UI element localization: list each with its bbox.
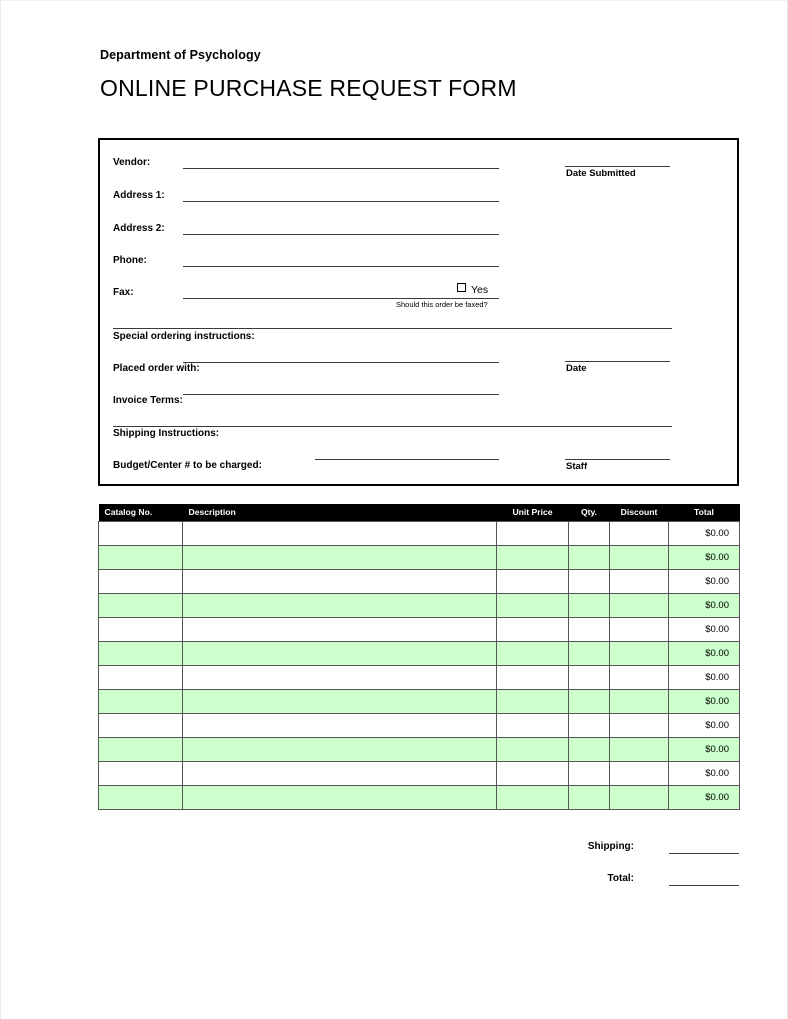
cell-qty[interactable] (569, 786, 610, 810)
cell-catalog[interactable] (99, 786, 183, 810)
cell-catalog[interactable] (99, 594, 183, 618)
input-address-1[interactable] (183, 201, 499, 202)
table-row (99, 570, 740, 594)
input-shipping-amount[interactable] (669, 853, 739, 854)
cell-total[interactable]: $0.00 (669, 762, 740, 786)
fax-question-note: Should this order be faxed? (396, 300, 488, 309)
table-header-row (99, 504, 740, 522)
cell-discount[interactable] (610, 786, 669, 810)
input-shipping-instructions[interactable] (113, 426, 672, 427)
cell-desc[interactable] (183, 546, 497, 570)
cell-total[interactable]: $0.00 (669, 786, 740, 810)
cell-catalog[interactable] (99, 690, 183, 714)
cell-price[interactable] (497, 570, 569, 594)
cell-price[interactable] (497, 762, 569, 786)
fax-yes-label: Yes (471, 284, 489, 296)
table-row (99, 690, 740, 714)
cell-desc[interactable] (183, 714, 497, 738)
cell-desc[interactable] (183, 642, 497, 666)
table-row (99, 714, 740, 738)
cell-discount[interactable] (610, 666, 669, 690)
cell-catalog[interactable] (99, 546, 183, 570)
column-header-description: Description (183, 504, 497, 522)
cell-desc[interactable] (183, 618, 497, 642)
cell-total[interactable]: $0.00 (669, 546, 740, 570)
document-header (100, 48, 517, 101)
label-invoice-terms: Invoice Terms: (113, 395, 183, 406)
input-address-2[interactable] (183, 234, 499, 235)
cell-desc[interactable] (183, 690, 497, 714)
totals-section (561, 839, 741, 903)
cell-discount[interactable] (610, 642, 669, 666)
cell-total[interactable]: $0.00 (669, 738, 740, 762)
column-header-unit-price: Unit Price (497, 504, 569, 522)
input-total-amount[interactable] (669, 885, 739, 886)
cell-discount[interactable] (610, 714, 669, 738)
cell-catalog[interactable] (99, 762, 183, 786)
label-address-1: Address 1: (113, 190, 165, 201)
department-name: Department of Psychology (100, 48, 261, 62)
shipping-row (561, 839, 741, 871)
table-row (99, 738, 740, 762)
input-budget-center[interactable] (315, 459, 499, 460)
cell-total[interactable]: $0.00 (669, 690, 740, 714)
table-row (99, 762, 740, 786)
cell-discount[interactable] (610, 618, 669, 642)
table-row (99, 594, 740, 618)
cell-qty[interactable] (569, 690, 610, 714)
cell-desc[interactable] (183, 738, 497, 762)
cell-qty[interactable] (569, 546, 610, 570)
cell-catalog[interactable] (99, 738, 183, 762)
cell-catalog[interactable] (99, 570, 183, 594)
grand-total-row (561, 871, 741, 903)
column-header-discount: Discount (610, 504, 669, 522)
cell-total[interactable]: $0.00 (669, 594, 740, 618)
cell-catalog[interactable] (99, 618, 183, 642)
label-special-instructions: Special ordering instructions: (113, 331, 255, 342)
cell-price[interactable] (497, 522, 569, 546)
label-vendor: Vendor: (113, 157, 151, 168)
cell-price[interactable] (497, 666, 569, 690)
vendor-info-box (98, 138, 739, 486)
cell-discount[interactable] (610, 570, 669, 594)
table-body (99, 522, 740, 810)
label-date-submitted: Date Submitted (566, 168, 636, 179)
input-date[interactable] (565, 361, 670, 362)
label-total: Total: (607, 873, 634, 884)
cell-discount[interactable] (610, 522, 669, 546)
label-date: Date (566, 363, 587, 374)
cell-total[interactable]: $0.00 (669, 642, 740, 666)
cell-desc[interactable] (183, 786, 497, 810)
cell-desc[interactable] (183, 666, 497, 690)
cell-desc[interactable] (183, 762, 497, 786)
cell-discount[interactable] (610, 690, 669, 714)
cell-price[interactable] (497, 642, 569, 666)
input-special-instructions[interactable] (113, 328, 672, 329)
table-row (99, 546, 740, 570)
column-header-total: Total (669, 504, 740, 522)
cell-price[interactable] (497, 618, 569, 642)
cell-price[interactable] (497, 594, 569, 618)
label-staff: Staff (566, 461, 588, 472)
cell-qty[interactable] (569, 666, 610, 690)
cell-discount[interactable] (610, 738, 669, 762)
input-vendor[interactable] (183, 168, 499, 169)
label-address-2: Address 2: (113, 223, 165, 234)
cell-qty[interactable] (569, 522, 610, 546)
column-header-catalog: Catalog No. (99, 504, 183, 522)
input-invoice-terms[interactable] (183, 394, 499, 395)
label-placed-order-with: Placed order with: (113, 363, 200, 374)
label-shipping-instructions: Shipping Instructions: (113, 428, 220, 439)
cell-catalog[interactable] (99, 642, 183, 666)
cell-price[interactable] (497, 546, 569, 570)
input-date-submitted[interactable] (565, 166, 670, 167)
cell-catalog[interactable] (99, 666, 183, 690)
label-fax: Fax: (113, 287, 134, 298)
cell-price[interactable] (497, 786, 569, 810)
cell-total[interactable]: $0.00 (669, 618, 740, 642)
cell-desc[interactable] (183, 522, 497, 546)
label-budget-center: Budget/Center # to be charged: (113, 460, 262, 471)
cell-qty[interactable] (569, 714, 610, 738)
cell-discount[interactable] (610, 762, 669, 786)
cell-total[interactable]: $0.00 (669, 522, 740, 546)
column-header-qty: Qty. (569, 504, 610, 522)
cell-desc[interactable] (183, 570, 497, 594)
page-title: ONLINE PURCHASE REQUEST FORM (100, 75, 517, 101)
cell-total[interactable]: $0.00 (669, 714, 740, 738)
cell-price[interactable] (497, 690, 569, 714)
cell-qty[interactable] (569, 762, 610, 786)
input-placed-order-with[interactable] (183, 362, 499, 363)
cell-qty[interactable] (569, 594, 610, 618)
cell-qty[interactable] (569, 570, 610, 594)
input-fax[interactable] (183, 298, 499, 299)
cell-qty[interactable] (569, 738, 610, 762)
label-phone: Phone: (113, 255, 147, 266)
cell-price[interactable] (497, 738, 569, 762)
input-phone[interactable] (183, 266, 499, 267)
cell-discount[interactable] (610, 594, 669, 618)
cell-qty[interactable] (569, 642, 610, 666)
input-staff[interactable] (565, 459, 670, 460)
line-items-table (98, 504, 740, 810)
cell-catalog[interactable] (99, 522, 183, 546)
label-shipping: Shipping: (587, 841, 634, 852)
cell-total[interactable]: $0.00 (669, 570, 740, 594)
table-row (99, 522, 740, 546)
cell-desc[interactable] (183, 594, 497, 618)
table-row (99, 618, 740, 642)
cell-price[interactable] (497, 714, 569, 738)
cell-catalog[interactable] (99, 714, 183, 738)
fax-yes-checkbox[interactable] (457, 283, 466, 292)
cell-discount[interactable] (610, 546, 669, 570)
table-row (99, 642, 740, 666)
cell-total[interactable]: $0.00 (669, 666, 740, 690)
table-row (99, 786, 740, 810)
cell-qty[interactable] (569, 618, 610, 642)
table-row (99, 666, 740, 690)
